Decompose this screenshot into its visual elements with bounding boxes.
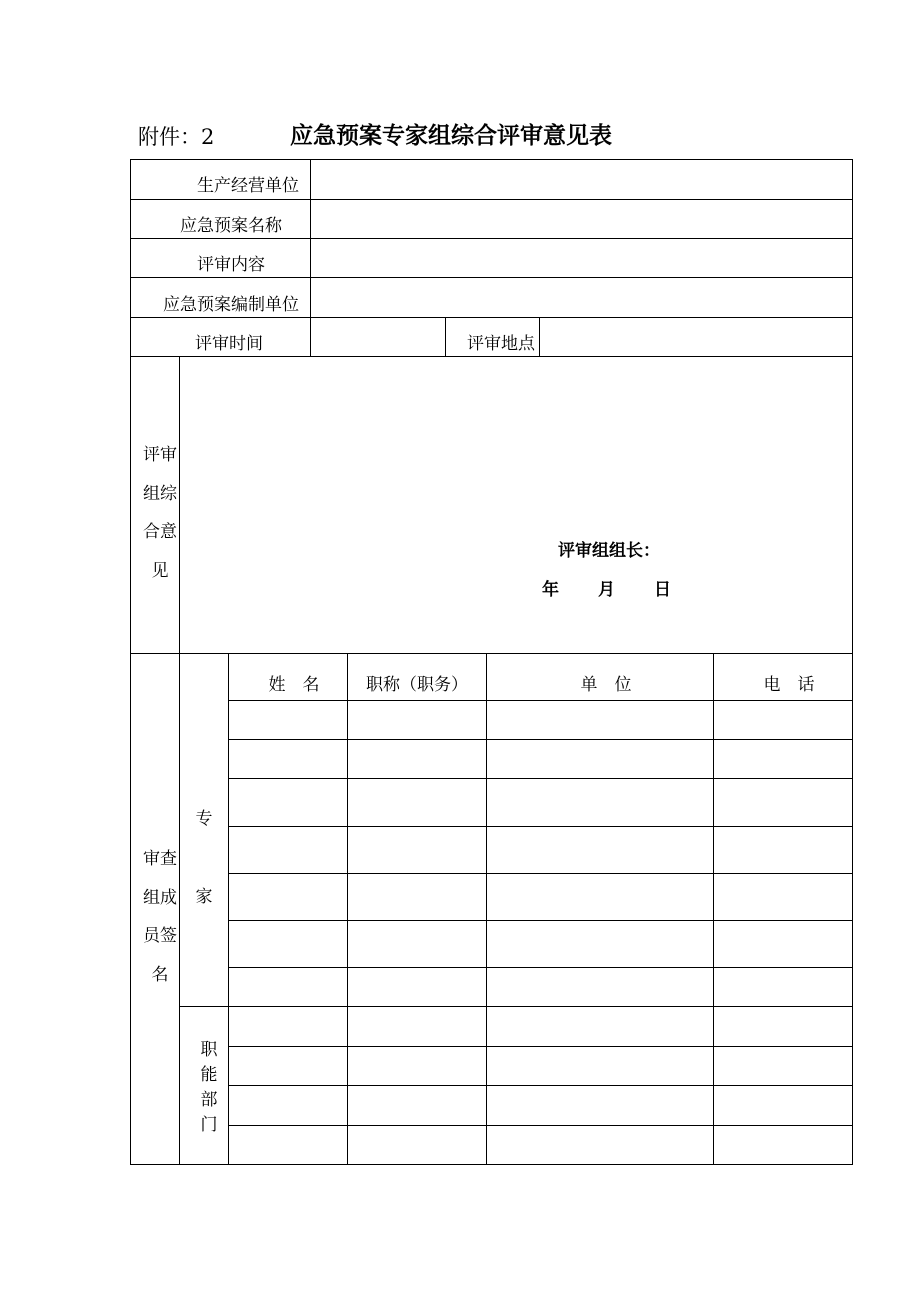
review-place-field[interactable] bbox=[540, 318, 852, 356]
functional-dept-label bbox=[185, 1038, 233, 1138]
members-side-label bbox=[140, 840, 180, 994]
expert-label bbox=[180, 780, 228, 936]
members-side-line: 员签 bbox=[143, 926, 177, 946]
plan-name-label: 应急预案名称 bbox=[180, 216, 282, 236]
date-month: 月 bbox=[598, 580, 615, 600]
dept-char: 职 bbox=[200, 1040, 218, 1060]
attachment-label: 附件：2 bbox=[138, 125, 215, 149]
members-side-line: 名 bbox=[151, 964, 169, 985]
plan-name-field[interactable] bbox=[311, 200, 852, 238]
dept-char: 门 bbox=[200, 1115, 218, 1135]
date-day: 日 bbox=[654, 580, 671, 600]
plan-compiler-label: 应急预案编制单位 bbox=[163, 295, 299, 315]
unit-label: 生产经营单位 bbox=[197, 176, 299, 196]
members-side-line: 组成 bbox=[143, 887, 177, 908]
leader-signature-label: 评审组组长： bbox=[558, 541, 660, 561]
date-year: 年 bbox=[542, 580, 559, 600]
dept-char: 部 bbox=[200, 1090, 218, 1110]
unit-field[interactable] bbox=[311, 160, 852, 199]
col-header-name: 姓 名 bbox=[268, 675, 320, 695]
expert-char: 家 bbox=[195, 887, 213, 907]
review-content-label: 评审内容 bbox=[197, 255, 265, 275]
review-time-label: 评审时间 bbox=[195, 334, 263, 354]
col-header-phone: 电 话 bbox=[763, 675, 815, 695]
opinion-side-line: 组综 bbox=[143, 483, 177, 504]
review-content-field[interactable] bbox=[311, 239, 852, 277]
members-side-line: 审查 bbox=[143, 849, 177, 869]
opinion-side-label bbox=[140, 436, 180, 590]
col-header-unit: 单 位 bbox=[580, 675, 632, 695]
expert-char: 专 bbox=[195, 809, 213, 829]
review-time-field[interactable] bbox=[311, 318, 445, 356]
page-title: 应急预案专家组综合评审意见表 bbox=[290, 123, 612, 149]
review-place-label: 评审地点 bbox=[467, 334, 535, 354]
opinion-side-line: 见 bbox=[151, 560, 169, 581]
opinion-side-line: 合意 bbox=[143, 522, 177, 542]
col-header-title: 职称（职务） bbox=[366, 675, 468, 695]
dept-char: 能 bbox=[200, 1065, 218, 1085]
plan-compiler-field[interactable] bbox=[311, 278, 852, 317]
opinion-side-line: 评审 bbox=[143, 445, 177, 465]
opinion-area[interactable] bbox=[181, 358, 852, 653]
